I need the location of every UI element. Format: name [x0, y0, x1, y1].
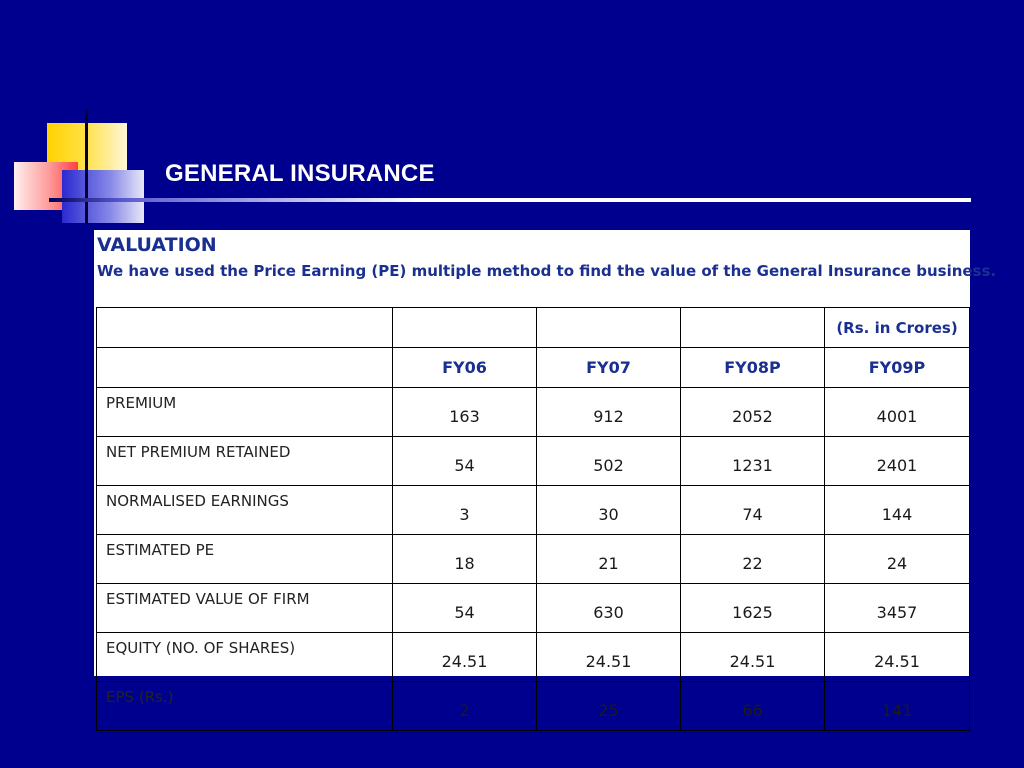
table-cell: 144	[825, 486, 970, 535]
row-label: EPS (Rs.)	[97, 682, 393, 731]
valuation-panel	[94, 230, 997, 720]
table-cell: 163	[393, 388, 537, 437]
table-cell: 54	[393, 584, 537, 633]
table-cell: 3457	[825, 584, 970, 633]
table-cell: 24.51	[537, 633, 681, 682]
table-row	[97, 584, 970, 633]
table-cell: 2401	[825, 437, 970, 486]
title-underline	[49, 198, 971, 202]
table-cell: 3	[393, 486, 537, 535]
decor-vertical-line	[85, 110, 88, 224]
table-cell: 18	[393, 535, 537, 584]
units-label: (Rs. in Crores)	[825, 308, 970, 348]
empty-cell	[97, 308, 393, 348]
empty-cell	[97, 348, 393, 388]
table-cell: 24.51	[825, 633, 970, 682]
table-cell: 502	[537, 437, 681, 486]
row-label: ESTIMATED PE	[97, 535, 393, 584]
table-cell: 30	[537, 486, 681, 535]
table-row	[97, 388, 970, 437]
row-label: PREMIUM	[97, 388, 393, 437]
valuation-table	[96, 307, 970, 731]
table-row	[97, 437, 970, 486]
valuation-description: We have used the Price Earning (PE) multiple method to find the value of the General Insurance business.	[97, 262, 997, 280]
table-cell: 2052	[681, 388, 825, 437]
table-cell: 25	[537, 682, 681, 731]
header-row	[97, 348, 970, 388]
valuation-header	[97, 234, 996, 280]
table-cell: 630	[537, 584, 681, 633]
table-cell: 24.51	[681, 633, 825, 682]
table-cell: 912	[537, 388, 681, 437]
row-label: ESTIMATED VALUE OF FIRM	[97, 584, 393, 633]
table-cell: 2	[393, 682, 537, 731]
table-cell: 1625	[681, 584, 825, 633]
table-cell: 141	[825, 682, 970, 731]
row-label: NET PREMIUM RETAINED	[97, 437, 393, 486]
table-cell: 4001	[825, 388, 970, 437]
table-row	[97, 535, 970, 584]
valuation-heading: VALUATION	[97, 234, 217, 256]
table-row	[97, 633, 970, 682]
table-cell: 54	[393, 437, 537, 486]
column-header: FY06	[393, 348, 537, 388]
table-cell: 24.51	[393, 633, 537, 682]
table-cell: 1231	[681, 437, 825, 486]
column-header: FY07	[537, 348, 681, 388]
row-label: NORMALISED EARNINGS	[97, 486, 393, 535]
column-header: FY08P	[681, 348, 825, 388]
units-row	[97, 308, 970, 348]
slide-title: GENERAL INSURANCE	[165, 160, 435, 187]
table-cell: 24	[825, 535, 970, 584]
table-cell: 66	[681, 682, 825, 731]
decor-blue-square	[62, 170, 144, 223]
table-cell: 22	[681, 535, 825, 584]
column-header: FY09P	[825, 348, 970, 388]
row-label: EQUITY (NO. OF SHARES)	[97, 633, 393, 682]
table-cell: 74	[681, 486, 825, 535]
empty-cell	[537, 308, 681, 348]
empty-cell	[393, 308, 537, 348]
table-cell: 21	[537, 535, 681, 584]
table-row	[97, 682, 970, 731]
empty-cell	[681, 308, 825, 348]
table-row	[97, 486, 970, 535]
